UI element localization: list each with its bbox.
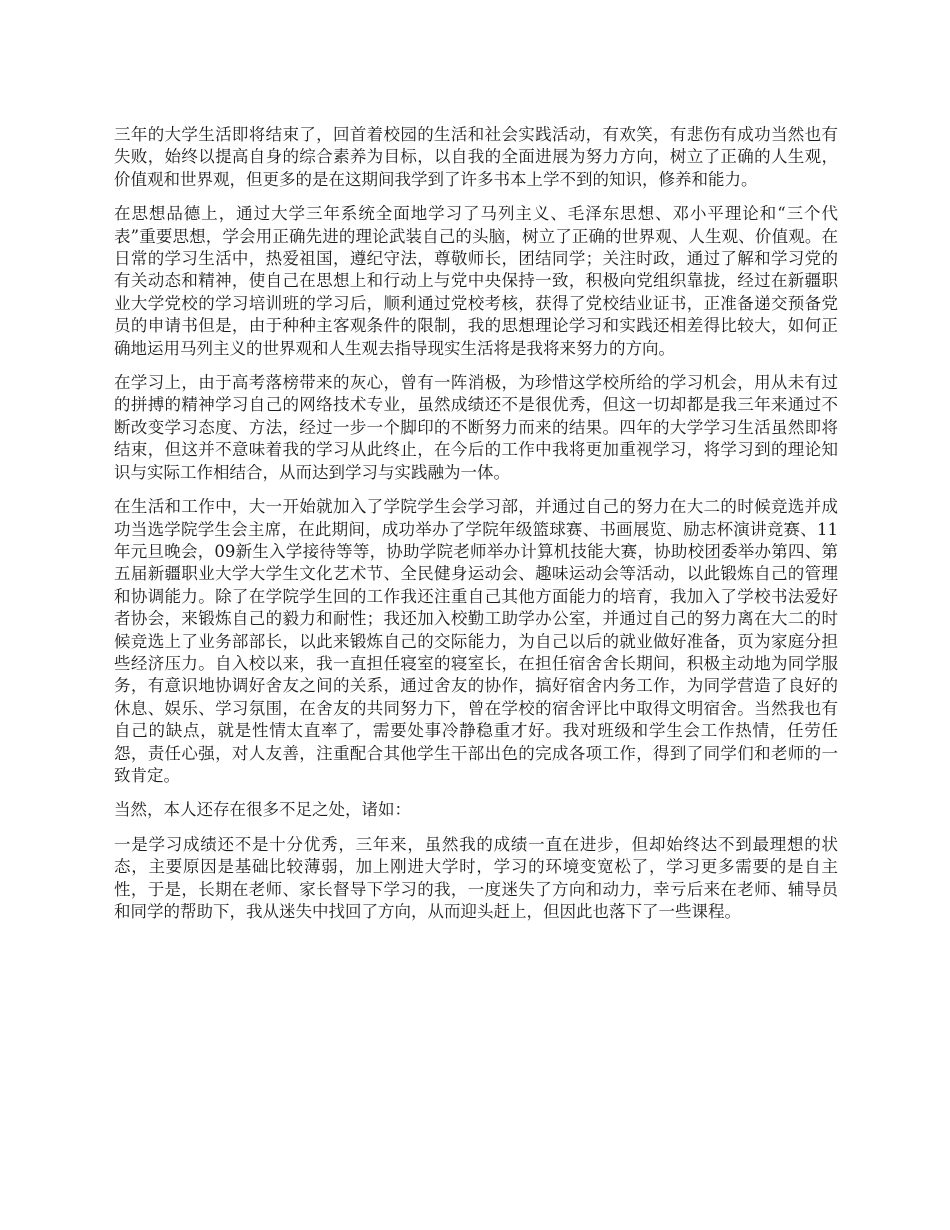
paragraph-intro: 三年的大学生活即将结束了，回首着校园的生活和社会实践活动，有欢笑，有悲伤有成功当然也有失败，始终以提高自身的综合素养为目标，以自我的全面进展为努力方向，树立了正确的人生观，价值观和世界观，但更多的是在这期间我学到了许多书本上学不到的知识，修养和能力。	[114, 125, 838, 189]
document-body	[114, 124, 838, 935]
paragraph-ideology: 在思想品德上，通过大学三年系统全面地学习了马列主义、毛泽东思想、邓小平理论和“三个代表”重要思想，学会用正确先进的理论武装自己的头脑，树立了正确的世界观、人生观、价值观。在日常的学习生活中，热爱祖国，遵纪守法，尊敬师长，团结同学；关注时政，通过了解和学习党的有关动态和精神，使自己在思想上和行动上与党中央保持一致，积极向党组织靠拢，经过在新疆职业大学党校的学习培训班的学习后，顺利通过党校考核，获得了党校结业证书，正准备递交预备党员的申请书但是，由于种种主客观条件的限制，我的思想理论学习和实践还相差得比较大，如何正确地运用马列主义的世界观和人生观去指导现实生活将是我将来努力的方向。	[114, 204, 838, 358]
paragraph-life-work: 在生活和工作中，大一开始就加入了学院学生会学习部，并通过自己的努力在大二的时候竞选并成功当选学院学生会主席，在此期间，成功举办了学院年级篮球赛、书画展览、励志杯演讲竞赛、11年元旦晚会，09新生入学接待等等，协助学院老师举办计算机技能大赛，协助校团委举办第四、第五届新疆职业大学大学生文化艺术节、全民健身运动会、趣味运动会等活动，以此锻炼自己的管理和协调能力。除了在学院学生回的工作我还注重自己其他方面能力的培育，我加入了学校书法爱好者协会，来锻炼自己的毅力和耐性；我还加入校勤工助学办公室，并通过自己的努力离在大二的时候竞选上了业务部部长，以此来锻炼自己的交际能力，为自己以后的就业做好准备，页为家庭分担些经济压力。自入校以来，我一直担任寝室的寝室长，在担任宿舍舍长期间，积极主动地为同学服务，有意识地协调好舍友之间的关系，通过舍友的协作，搞好宿舍内务工作，为同学营造了良好的休息、娱乐、学习氛围，在舍友的共同努力下，曾在学校的宿舍评比中取得文明宿舍。当然我也有自己的缺点，就是性情太直率了，需要处事冷静稳重才好。我对班级和学生会工作热情，任劳任怨，责任心强，对人友善，注重配合其他学生干部出色的完成各项工作，得到了同学们和老师的一致肯定。	[114, 497, 838, 785]
paragraph-shortcoming-one: 一是学习成绩还不是十分优秀，三年来，虽然我的成绩一直在进步，但却始终达不到最理想的状态，主要原因是基础比较薄弱，加上刚进大学时，学习的环境变宽松了，学习更多需要的是自主性，于是，长期在老师、家长督导下学习的我，一度迷失了方向和动力，幸亏后来在老师、辅导员和同学的帮助下，我从迷失中找回了方向，从而迎头赶上，但因此也落下了一些课程。	[114, 834, 838, 921]
paragraph-shortcomings-intro: 当然，本人还存在很多不足之处，诸如：	[114, 800, 411, 820]
paragraph-study: 在学习上，由于高考落榜带来的灰心，曾有一阵消极，为珍惜这学校所给的学习机会，用从未有过的拼搏的精神学习自己的网络技术专业，虽然成绩还不是很优秀，但这一切却都是我三年来通过不断改变学习态度、方法，经过一步一个脚印的不断努力而来的结果。四年的大学学习生活虽然即将结束，但这并不意味着我的学习从此终止，在今后的工作中我将更加重视学习，将学习到的理论知识与实际工作相结合，从而达到学习与实践融为一体。	[114, 373, 838, 482]
